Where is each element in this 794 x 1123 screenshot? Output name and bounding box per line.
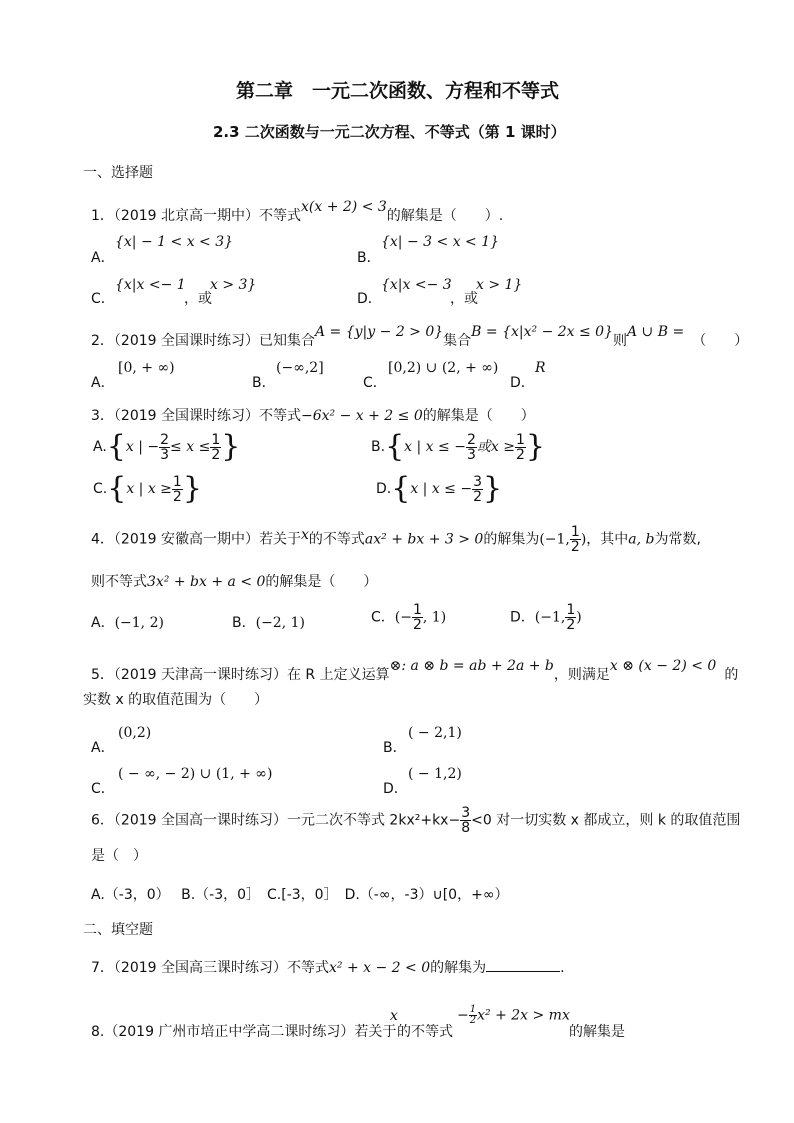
right-brace-icon: } [182,471,202,506]
question-4-tail: ，其中 [586,531,629,548]
q3-option-b-pre: x | x ≤ − [404,439,466,455]
q4-option-c [371,603,446,632]
question-1-suffix: 的解集是（ ）. [386,208,504,224]
q4-option-d [510,603,582,632]
question-7-expr: x² + x − 2 < 0 [329,960,431,976]
question-5-mid: ，则满足 [553,667,610,683]
question-7 [91,957,565,977]
question-6-fraction [460,806,471,835]
answer-blank[interactable] [486,959,560,972]
question-1-prefix: 1．（2019 北京高一期中）不等式 [91,208,301,224]
question-6-prefix: 6．（2019 全国高一课时练习）一元二次不等式 2kx²+kx− [91,812,461,829]
denominator: 2 [570,539,580,555]
q5-option-a-label: A． [91,740,115,756]
q5-option-d-label: D． [383,781,408,797]
q4-option-a-value: (−1, 2) [114,615,164,631]
q1-option-d-or: ，或 [450,291,478,307]
q3-option-b-fraction-2 [515,433,526,462]
denominator: 2 [172,488,182,505]
question-2-paren: （ ） [692,333,749,349]
question-8-mid: 的不等式 [397,1024,453,1040]
numerator: 1 [172,473,182,490]
denominator: 3 [160,446,170,463]
question-4-tail2: 为常数, [654,531,701,548]
q4-option-c-post: , 1) [422,609,447,626]
q3-option-d-label: D. [376,481,392,497]
question-8-fraction [469,1005,477,1026]
q1-option-c-or: ，或 [184,291,212,307]
q4-option-d-label: D． [510,609,535,626]
q1-option-d-part1: {x|x <− 3 [381,277,452,293]
question-5-line2: 实数 x 的取值范围为（ ） [83,692,269,708]
q4-option-a-label: A． [91,615,115,631]
question-3-suffix: 的解集是（ ） [422,408,535,424]
q2-option-d: R [535,360,546,376]
q4-option-c-fraction [412,603,423,632]
question-7-suffix: 的解集为 [430,960,487,976]
question-8-var: x [390,1008,398,1024]
q5-option-d: ( − 1,2) [408,766,462,782]
q1-option-d-part2: x > 1} [476,277,523,293]
question-6-options: A.（-3，0） B.（-3，0］ C.[-3，0］ D.（-∞，-3）∪[0，+∞） [91,887,509,903]
section-heading-fill: 二、填空题 [83,922,153,938]
question-5-prefix: 5．（2019 天津高一课时练习）在 R 上定义运算 [91,667,390,683]
numerator: 1 [515,431,525,448]
numerator: 2 [466,431,476,448]
question-5-cond: x ⊗ (x − 2) < 0 [609,658,717,674]
question-4-expr2: 3x² + bx + a < 0 [147,574,266,590]
question-8-expr-post: x² + 2x > mx [477,1007,570,1024]
question-4-mid: 的不等式 [308,531,365,548]
q2-option-b-label: B． [252,375,276,391]
q3-option-a-pre: x | − [125,439,160,455]
question-8-suffix: 的解集是 [569,1024,625,1040]
right-brace-icon: } [221,429,241,464]
q5-option-b: ( − 2,1) [408,725,462,741]
q5-option-a: (0,2) [118,725,152,741]
question-2-then: 则 [613,333,627,349]
q1-option-a-label: A． [91,250,115,266]
question-4-expr: ax² + bx + 3 > 0 [364,531,484,548]
q1-option-d-label: D． [357,291,382,307]
q3-option-a [93,429,241,464]
q3-option-d [376,471,503,506]
question-4 [91,525,701,554]
section-title: 2.3 二次函数与一元二次方程、不等式（第 1 课时） [213,123,566,141]
denominator: 2 [566,617,576,633]
q3-option-a-fraction-1 [159,433,170,462]
q1-option-a: {x| − 1 < x < 3} [115,234,234,250]
q3-option-c [93,471,202,506]
question-8-prefix: 8.（2019 广州市培正中学高二课时练习）若关于 [91,1024,397,1040]
q4-option-c-pre: (− [394,609,412,626]
question-4-set-pre: (−1, [539,531,570,548]
q2-option-d-label: D． [510,375,535,391]
question-4-ab: a, b [628,531,655,548]
q3-option-a-label: A. [93,439,107,455]
question-8-expr-pre: − [457,1007,469,1024]
q3-option-a-fraction-2 [210,433,221,462]
q1-option-c-part1: {x|x <− 1 [115,277,186,293]
question-5-op: ⊗: a ⊗ b = ab + 2a + b [389,658,554,674]
q3-option-b-fraction-1 [466,433,477,462]
q4-option-a [91,612,164,632]
q4-option-c-label: C． [371,609,395,626]
numerator: 1 [211,431,221,448]
numerator: 1 [570,524,580,540]
q3-option-b-mid: 或x ≥ [476,439,515,455]
q4-option-b [232,612,305,632]
question-3-expr: −6x² − x + 2 ≤ 0 [301,408,423,424]
q2-option-b: (−∞,2] [276,360,324,376]
question-2-set-a: A = {y|y − 2 > 0} [315,324,444,340]
section-heading-choice: 一、选择题 [83,165,153,181]
denominator: 8 [461,820,471,836]
q4-option-b-label: B． [232,615,256,631]
question-3-prefix: 3．（2019 全国课时练习）不等式 [91,408,301,424]
q3-option-d-fraction [472,475,483,504]
question-6-suffix: <0 对一切实数 x 都成立，则 k 的取值范围 [471,812,741,829]
denominator: 2 [515,446,525,463]
question-5-de: 的 [724,667,739,683]
question-4-set-post: ) [580,531,587,548]
q4-option-d-fraction [565,603,576,632]
q4-option-d-post: ) [576,609,582,626]
chapter-title: 第二章 一元二次函数、方程和不等式 [236,80,560,102]
right-brace-icon: } [483,471,503,506]
numerator: 3 [461,805,471,821]
q4-option-b-value: (−2, 1) [255,615,305,631]
q3-option-c-pre: x | x ≥ [126,481,172,497]
question-7-prefix: 7．（2019 全国高三课时练习）不等式 [91,960,329,976]
denominator: 2 [412,617,422,633]
question-5 [91,658,739,684]
denominator: 2 [211,446,221,463]
question-6-line2: 是（ ） [91,848,147,864]
q5-option-b-label: B． [383,740,407,756]
question-1-expr: x(x + 2) < 3 [301,199,387,215]
numerator: 3 [473,473,483,490]
q1-option-b: {x| − 3 < x < 1} [381,234,500,250]
q3-option-c-label: C. [93,481,108,497]
numerator: 1 [412,602,422,618]
q5-option-c-label: C． [91,781,115,797]
question-1 [91,199,504,225]
denominator: 2 [473,488,483,505]
left-brace-icon: { [106,429,126,464]
q1-option-b-label: B． [357,250,381,266]
question-4-line2-post: 的解集是（ ） [265,574,378,590]
denominator: 3 [466,446,476,463]
q2-option-a-label: A． [91,375,115,391]
question-8-expr [457,1005,570,1026]
q3-option-c-fraction [172,475,183,504]
q1-option-c-label: C． [91,291,115,307]
numerator: 2 [160,431,170,448]
denominator: 2 [469,1015,477,1026]
q5-option-c: ( − ∞, − 2) ∪ (1, + ∞) [118,766,273,782]
question-2-union: A ∪ B = [627,324,685,340]
q3-option-a-mid: ≤ x ≤ [170,439,211,455]
q4-option-d-pre: (−1, [534,609,566,626]
question-4-prefix: 4．（2019 安徽高一期中）若关于 [91,531,301,548]
question-2-set-b: B = {x|x² − 2x ≤ 0} [471,324,613,340]
numerator: 1 [566,602,576,618]
q1-option-c-part2: x > 3} [210,277,257,293]
q2-option-c: [0,2) ∪ (2, + ∞) [388,360,499,376]
question-3 [91,405,535,425]
question-4-line2-pre: 则不等式 [91,574,147,590]
question-2-prefix: 2．（2019 全国课时练习）已知集合 [91,333,315,349]
q3-option-b-label: B. [371,439,386,455]
question-4-line2 [91,571,377,591]
left-brace-icon: { [385,429,405,464]
q2-option-a: [0, + ∞) [118,360,175,376]
question-4-fraction [570,525,581,554]
left-brace-icon: { [391,471,411,506]
q3-option-b [371,429,545,464]
left-brace-icon: { [107,471,127,506]
question-2 [91,324,749,350]
q2-option-c-label: C． [363,375,387,391]
question-7-end: . [560,960,565,976]
q3-option-d-pre: x | x ≤ − [410,481,473,497]
numerator: 1 [469,1004,477,1015]
question-4-mid2: 的解集为 [483,531,540,548]
question-6 [91,806,740,835]
question-4-var: x [301,526,309,543]
question-2-mid: 集合 [443,333,472,349]
right-brace-icon: } [525,429,545,464]
